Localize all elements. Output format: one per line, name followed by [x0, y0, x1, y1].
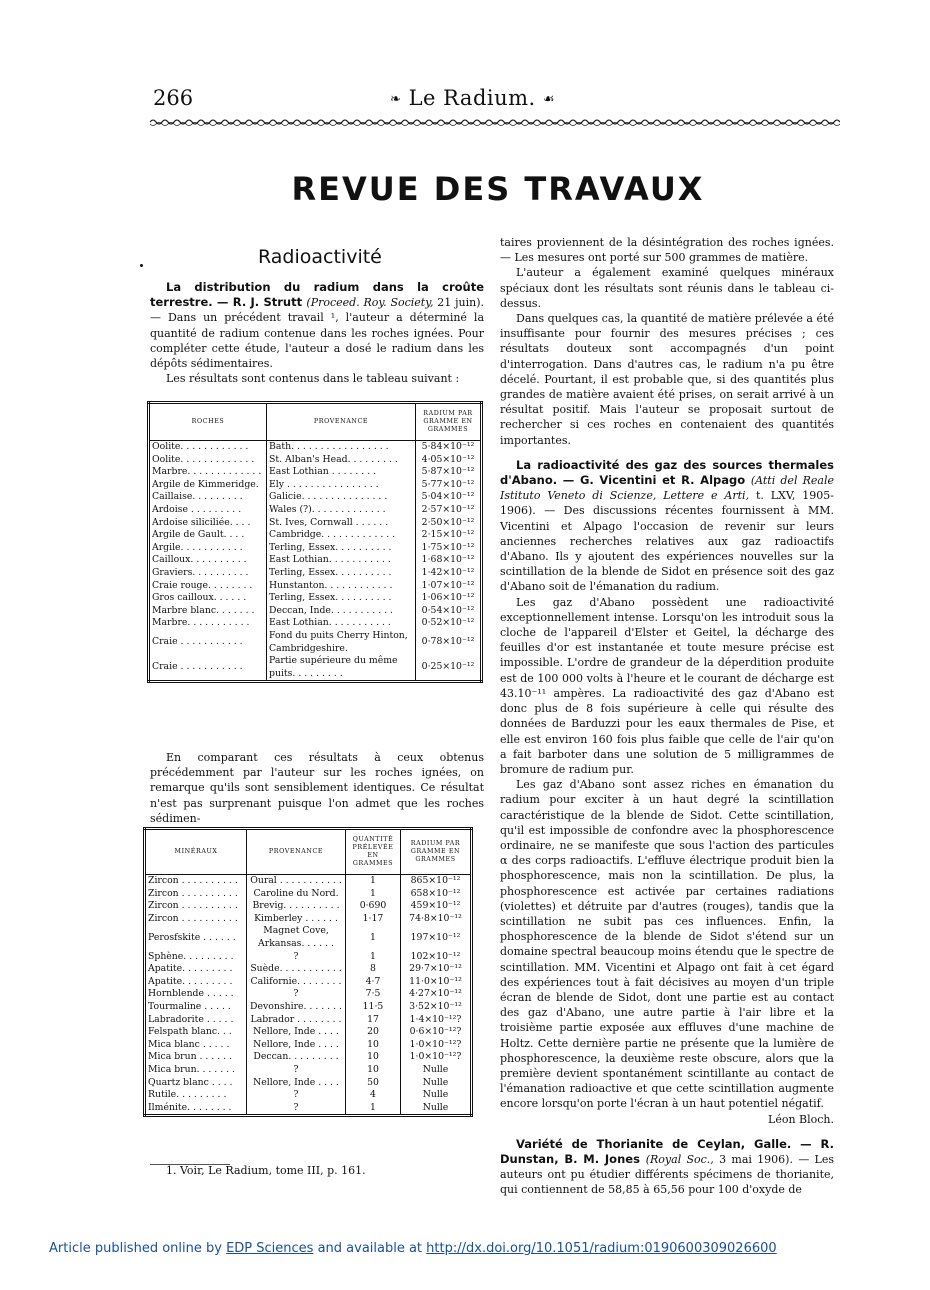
table-cell: Mica brun. . . . . . . [148, 1063, 235, 1075]
table-cell: Terling, Essex. . . . . . . . . . [267, 592, 416, 605]
table-row [145, 925, 472, 950]
table-row [145, 913, 472, 926]
table-cell: 1·0×10⁻¹²? [401, 1039, 472, 1052]
table-cell: Zircon . . . . . . . . . . [148, 900, 238, 912]
table-row [145, 951, 472, 964]
table1-header-provenance: PROVENANCE [267, 403, 416, 441]
table-cell: 1·4×10⁻¹²? [401, 1014, 472, 1027]
table-cell: Zircon . . . . . . . . . . [148, 912, 238, 924]
table-row [145, 1051, 472, 1064]
table-row [145, 1077, 472, 1090]
table-cell: Graviers. . . . . . . . . . [152, 566, 249, 578]
table-cell: Ardoise . . . . . . . . . [152, 503, 242, 515]
table-row [145, 900, 472, 913]
table-cell: Deccan. . . . . . . . . [247, 1051, 346, 1064]
table-row [145, 1001, 472, 1014]
table-row [149, 491, 482, 504]
table-cell: Gros cailloux. . . . . . [152, 592, 247, 604]
table-row [149, 479, 482, 492]
table-cell: Zircon . . . . . . . . . . [148, 887, 238, 899]
table-cell: ? [247, 988, 346, 1001]
table-cell: 8 [346, 963, 401, 976]
wavy-rule [150, 112, 840, 132]
table-cell: Perosfskite . . . . . . [148, 931, 236, 943]
left-column-continued [150, 750, 484, 826]
table-cell: Nulle [401, 1077, 472, 1090]
article2-title: La radioactivité des gaz des sources thermales d'Abano. [500, 457, 834, 488]
table2-header-provenance: PROVENANCE [247, 829, 346, 875]
table-cell: Hunstanton. . . . . . . . . . . . [267, 580, 416, 593]
table-cell: 5·84×10⁻¹² [416, 441, 482, 454]
table-row [149, 466, 482, 479]
table-cell: Galicie. . . . . . . . . . . . . . . [267, 491, 416, 504]
article3-body: 3 mai 1906). — Les auteurs ont pu étudier différents spécimens de thorianite, qui contiennent de 58,85 à 65,56 pour 100 d'oxyde de [500, 1152, 834, 1197]
table-cell: 2·50×10⁻¹² [416, 517, 482, 530]
table-cell: 4·7 [346, 976, 401, 989]
table2-header-quantite: QUANTITÉ PRÉLEVÉE EN GRAMMES [346, 829, 401, 875]
table-cell: Kimberley . . . . . . [247, 913, 346, 926]
table-cell: 0·6×10⁻¹²? [401, 1026, 472, 1039]
table-cell: 1·68×10⁻¹² [416, 554, 482, 567]
table-cell: Nellore, Inde . . . . [247, 1026, 346, 1039]
table1-body [149, 441, 482, 682]
table-cell: Felspath blanc. . . [148, 1026, 232, 1038]
table-cell: 2·57×10⁻¹² [416, 504, 482, 517]
table-cell: Sphène. . . . . . . . . [148, 950, 234, 962]
table-row [145, 1089, 472, 1102]
ornament-left-icon: ❧ [390, 92, 402, 107]
table-cell: Wales (?). . . . . . . . . . . . . [267, 504, 416, 517]
table-cell: Nellore, Inde . . . . [247, 1039, 346, 1052]
footer-middle: and available at [313, 1241, 427, 1256]
table-cell: 2·15×10⁻¹² [416, 529, 482, 542]
article2-body-1: t. LXV, 1905-1906). — Des discussions récentes fournissent à MM. Vicentini et Alpago l'occasion de revenir sur leurs anciennes recherches relatives aux gaz radioactifs d'Abano. Ils y ajoutent des expériences nouvelles sur la scintillation de la blende de Sidot en présence soit des gaz d'Abano soit de l'émanation du radium. [500, 489, 834, 594]
table-cell: 0·78×10⁻¹² [416, 630, 482, 655]
publication-footer [49, 1241, 777, 1256]
table-row [149, 441, 482, 454]
table-cell: 1 [346, 888, 401, 901]
table-cell: ? [247, 1089, 346, 1102]
table-cell: 4 [346, 1089, 401, 1102]
margin-dot [140, 264, 143, 267]
table2-header-radium: RADIUM PAR GRAMME EN GRAMMES [401, 829, 472, 875]
table-row [149, 454, 482, 467]
table-row [149, 567, 482, 580]
table-cell: 10 [346, 1051, 401, 1064]
table-cell: 197×10⁻¹² [401, 925, 472, 950]
table-cell: Caroline du Nord. [247, 888, 346, 901]
table-cell: 50 [346, 1077, 401, 1090]
table-cell: 74·8×10⁻¹² [401, 913, 472, 926]
table-cell: 1·0×10⁻¹²? [401, 1051, 472, 1064]
table-cell: 0·690 [346, 900, 401, 913]
table-cell: Mica brun . . . . . . [148, 1051, 233, 1063]
table-cell: 102×10⁻¹² [401, 951, 472, 964]
table-cell: Oolite. . . . . . . . . . . . [152, 441, 249, 452]
table-cell: Bath. . . . . . . . . . . . . . . . . [267, 441, 416, 454]
article1-cont-1: taires proviennent de la désintégration des roches ignées. — Les mesures ont porté sur 500 grammes de matière. [500, 236, 834, 265]
table-row [149, 542, 482, 555]
table-cell: 459×10⁻¹² [401, 900, 472, 913]
table-cell: Californie. . . . . . . . [247, 976, 346, 989]
table-cell: Ely . . . . . . . . . . . . . . . . [267, 479, 416, 492]
table-cell: Nellore, Inde . . . . [247, 1077, 346, 1090]
article1-cont-3: Dans quelques cas, la quantité de matière prélevée a été insuffisante pour fournir des mesures précises ; ces résultats douteux sont accompagnés d'un point d'interrogation. Dans d'autres cas, le radium n'a pu être décelé. Pourtant, il est probable que, si des quantités plus grandes de matière avaient été prises, on serait arrivé à un résultat positif. Mais l'auteur se proposait surtout de rechercher si ces roches en contenaient des quantités importantes. [500, 312, 834, 447]
table-cell: 11·5 [346, 1001, 401, 1014]
running-title [390, 86, 555, 110]
table-cell: St. Ives, Cornwall . . . . . . [267, 517, 416, 530]
table-cell: Partie supérieure du même puits. . . . . . . . . [267, 655, 416, 682]
table-cell: Oolite. . . . . . . . . . . . . [152, 453, 255, 465]
table-cell: Craie rouge. . . . . . . . [152, 579, 253, 591]
article1-body-2: Les résultats sont contenus dans le tableau suivant : [166, 372, 460, 386]
article1-journal: (Proceed. Roy. Society, [306, 296, 434, 310]
table-cell: 658×10⁻¹² [401, 888, 472, 901]
main-title: REVUE DES TRAVAUX [291, 170, 705, 208]
footer-prefix: Article published online by [49, 1241, 227, 1256]
table1-header-radium: RADIUM PAR GRAMME EN GRAMMES [416, 403, 482, 441]
article2-journal: (Atti del Reale Istituto Veneto di Scienze, Lettere e Arti, [500, 474, 835, 503]
article3-authors: — R. Dunstan, B. M. Jones [500, 1136, 834, 1166]
table-cell: Brevig. . . . . . . . . . [247, 900, 346, 913]
table2-header-mineraux: MINÉRAUX [145, 829, 247, 875]
table-cell: 5·87×10⁻¹² [416, 466, 482, 479]
table2-body [145, 875, 472, 1116]
table-cell: Tourmaline . . . . . [148, 1000, 231, 1012]
table-row [145, 1014, 472, 1027]
table-cell: Argile de Kimmeridge. [152, 478, 259, 490]
table-row [145, 875, 472, 888]
table-row [149, 517, 482, 530]
table-row [145, 1039, 472, 1052]
left-column [150, 280, 484, 386]
table-cell: Mica blanc . . . . . [148, 1038, 230, 1050]
table-cell: 1 [346, 875, 401, 888]
table-row [145, 1102, 472, 1116]
article1-author: — R. J. Strutt [212, 295, 307, 310]
table-cell: 5·77×10⁻¹² [416, 479, 482, 492]
article1-title: La distribution du radium dans la croûte terrestre. [150, 280, 484, 310]
table-cell: 29·7×10⁻¹² [401, 963, 472, 976]
table-row [149, 617, 482, 630]
table-cell: Nulle [401, 1089, 472, 1102]
article2-authors: — G. Vicentini et R. Alpago [557, 473, 751, 488]
table-cell: 10 [346, 1039, 401, 1052]
table-cell: 1 [346, 1102, 401, 1116]
table-row [145, 888, 472, 901]
table-cell: Craie . . . . . . . . . . . [152, 636, 243, 648]
table-cell: Marbre blanc. . . . . . . [152, 604, 255, 616]
table-cell: 1·07×10⁻¹² [416, 580, 482, 593]
article3-lead [500, 1137, 834, 1198]
footnote: 1. Voir, Le Radium, tome III, p. 161. [166, 1164, 366, 1177]
table1-header-roches: ROCHES [149, 403, 267, 441]
table-row [145, 1026, 472, 1039]
table-row [149, 630, 482, 655]
table-cell: Argile de Gault. . . . [152, 529, 245, 541]
running-title-text: Le Radium. [408, 86, 536, 110]
table-row [149, 605, 482, 618]
table-row [149, 592, 482, 605]
table-cell: 3·52×10⁻¹² [401, 1001, 472, 1014]
table-cell: St. Alban's Head. . . . . . . . . [267, 454, 416, 467]
table-cell: ? [247, 1102, 346, 1116]
table-row [145, 1064, 472, 1077]
table-row [149, 655, 482, 682]
article2-body-2: Les gaz d'Abano possèdent une radioactivité exceptionnellement intense. Lorsqu'on les introduit sous la cloche de l'appareil d'Elster et Geitel, la décharge des feuilles d'or est instantanée et toute mesure précise est impossible. L'ordre de grandeur de la déperdition produite est de 100 000 volts à l'heure et le courant de décharge est 43.10⁻¹¹ ampères. La radioactivité des gaz d'Abano est donc plus de 8 fois supérieure à celle qui résulte des données de Barduzzi pour les eaux thermales de Pise, et elle est environ 160 fois plus faible que celle de l'air qu'on a fait barboter dans une solution de 5 milligrammes de bromure de radium pur. [500, 595, 834, 776]
table-cell: Oural . . . . . . . . . . . [247, 875, 346, 888]
table-cell: ? [247, 951, 346, 964]
table-cell: 20 [346, 1026, 401, 1039]
table-cell: Nulle [401, 1102, 472, 1116]
table-row [145, 963, 472, 976]
table-cell: 0·54×10⁻¹² [416, 605, 482, 618]
article2-lead [500, 458, 834, 595]
table-cell: 1·42×10⁻¹² [416, 567, 482, 580]
table-cell: Rutile. . . . . . . . . [148, 1089, 227, 1101]
table-cell: Quartz blanc . . . . [148, 1076, 233, 1088]
table-cell: 17 [346, 1014, 401, 1027]
table-row [149, 529, 482, 542]
ornament-right-icon: ☙ [542, 92, 556, 107]
table-cell: 7·5 [346, 988, 401, 1001]
article3-journal: (Royal Soc., [645, 1152, 714, 1166]
article1-cont-2: L'auteur a également examiné quelques minéraux spéciaux dont les résultats sont réunis dans le tableau ci-dessus. [500, 266, 834, 310]
table-cell: Cailloux. . . . . . . . . . [152, 554, 247, 566]
table-cell: 11·0×10⁻¹² [401, 976, 472, 989]
table-cell: 0·25×10⁻¹² [416, 655, 482, 682]
table-row [145, 988, 472, 1001]
table-cell: 1 [346, 925, 401, 950]
table-cell: Apatite. . . . . . . . . [148, 963, 233, 975]
table-row [149, 580, 482, 593]
table-cell: 865×10⁻¹² [401, 875, 472, 888]
table-cell: Caillaise. . . . . . . . . [152, 491, 243, 503]
table-row [149, 554, 482, 567]
table-cell: Ilménite. . . . . . . . [148, 1101, 232, 1113]
table-cell: Devonshire. . . . . . . [247, 1001, 346, 1014]
table-cell: Labradorite . . . . . [148, 1013, 234, 1025]
table-row [145, 976, 472, 989]
table-sedimentary-rocks [147, 401, 483, 683]
table-cell: Marbre. . . . . . . . . . . [152, 617, 250, 629]
table-cell: Deccan, Inde. . . . . . . . . . . [267, 605, 416, 618]
table-cell: Zircon . . . . . . . . . . [148, 875, 238, 886]
article2-body-3: Les gaz d'Abano sont assez riches en émanation du radium pour exciter à un haut degré la scintillation caractéristique de la blende de Sidot. Cette scintillation, qu'il est impossible de confondre avec la phosphorescence ordinaire, ne se manifeste que sous l'action des particules α des corps radioactifs. L'effluve électrique produit bien la phosphorescence, mais non la scintillation. De plus, la phosphorescence est activée par certaines radiations (violettes) et détruite par d'autres (rouges), tandis que la scintillation ne subit pas ces influences. Enfin, la phosphorescence de la blende de Sidot s'étend sur un domaine spectral beaucoup moins étendu que le spectre de scintillation. MM. Vicentini et Alpago ont fait à cet égard des expériences tout à fait décisives au moyen d'un triple écran de blende de Sidot, dont une partie est au contact des gaz d'Abano, une autre partie à l'air libre et la troisième partie exposée aux effluves d'une machine de Holtz. Cette dernière partie ne présente que la lumière de phosphorescence, la deuxième reste obscure, alors que la première devient spontanément scintillante au contact de l'émanation radioactive et que cette scintillation augmente encore lorsqu'on porte l'écran à un haut potentiel négatif. [500, 778, 834, 1111]
table-cell: Craie . . . . . . . . . . . [152, 661, 243, 673]
table-cell: 1·17 [346, 913, 401, 926]
table-cell: Magnet Cove, Arkansas. . . . . . [247, 925, 346, 950]
table-cell: 4·27×10⁻¹² [401, 988, 472, 1001]
table-cell: Suède. . . . . . . . . . . [247, 963, 346, 976]
table-row [149, 504, 482, 517]
table-cell: ? [247, 1064, 346, 1077]
page-number: 266 [153, 86, 194, 110]
article2-signature: Léon Bloch. [768, 1112, 834, 1126]
table-cell: 0·52×10⁻¹² [416, 617, 482, 630]
table-cell: 10 [346, 1064, 401, 1077]
table-cell: Labrador . . . . . . . . [247, 1014, 346, 1027]
right-column [500, 235, 834, 1198]
table-cell: Terling, Essex. . . . . . . . . . [267, 542, 416, 555]
table-cell: Fond du puits Cherry Hinton, Cambridgeshire. [267, 630, 416, 655]
table-cell: East Lothian. . . . . . . . . . . [267, 617, 416, 630]
table-cell: East Lothian. . . . . . . . . . . [267, 554, 416, 567]
article1-body-1: 21 juin). — Dans un précédent travail ¹, l'auteur a déterminé la quantité de radium contenue dans les roches ignées. Pour compléter cette étude, l'auteur a dosé le radium dans les dépôts sédimentaires. [150, 296, 484, 371]
table-cell: 1·06×10⁻¹² [416, 592, 482, 605]
table-cell: Terling, Essex. . . . . . . . . . [267, 567, 416, 580]
table-cell: Cambridge. . . . . . . . . . . . . [267, 529, 416, 542]
table-cell: 1·75×10⁻¹² [416, 542, 482, 555]
table-cell: East Lothian . . . . . . . . [267, 466, 416, 479]
table-cell: Argile. . . . . . . . . . . [152, 541, 243, 553]
section-title: Radioactivité [258, 246, 382, 268]
table-cell: 1 [346, 951, 401, 964]
article1-after-table: En comparant ces résultats à ceux obtenus précédemment par l'auteur sur les roches ignées, on remarque qu'ils sont sensiblement identiques. Ce résultat n'est pas surprenant puisque l'on admet que les roches sédimen- [150, 751, 484, 825]
table-cell: Hornblende . . . . . [148, 988, 234, 1000]
table-cell: Nulle [401, 1064, 472, 1077]
publisher-link[interactable]: EDP Sciences [226, 1241, 314, 1256]
article3-title: Variété de Thorianite de Ceylan, Galle. [516, 1136, 792, 1151]
table-cell: Marbre. . . . . . . . . . . . . [152, 466, 262, 478]
table-cell: 4·05×10⁻¹² [416, 454, 482, 467]
table-minerals [143, 827, 473, 1117]
table-cell: Ardoise siliciliée. . . . [152, 516, 251, 528]
table-cell: 5·04×10⁻¹² [416, 491, 482, 504]
table-cell: Apatite. . . . . . . . . [148, 975, 233, 987]
doi-link[interactable]: http://dx.doi.org/10.1051/radium:0190600309026600 [426, 1241, 777, 1256]
article1-lead [150, 280, 484, 371]
